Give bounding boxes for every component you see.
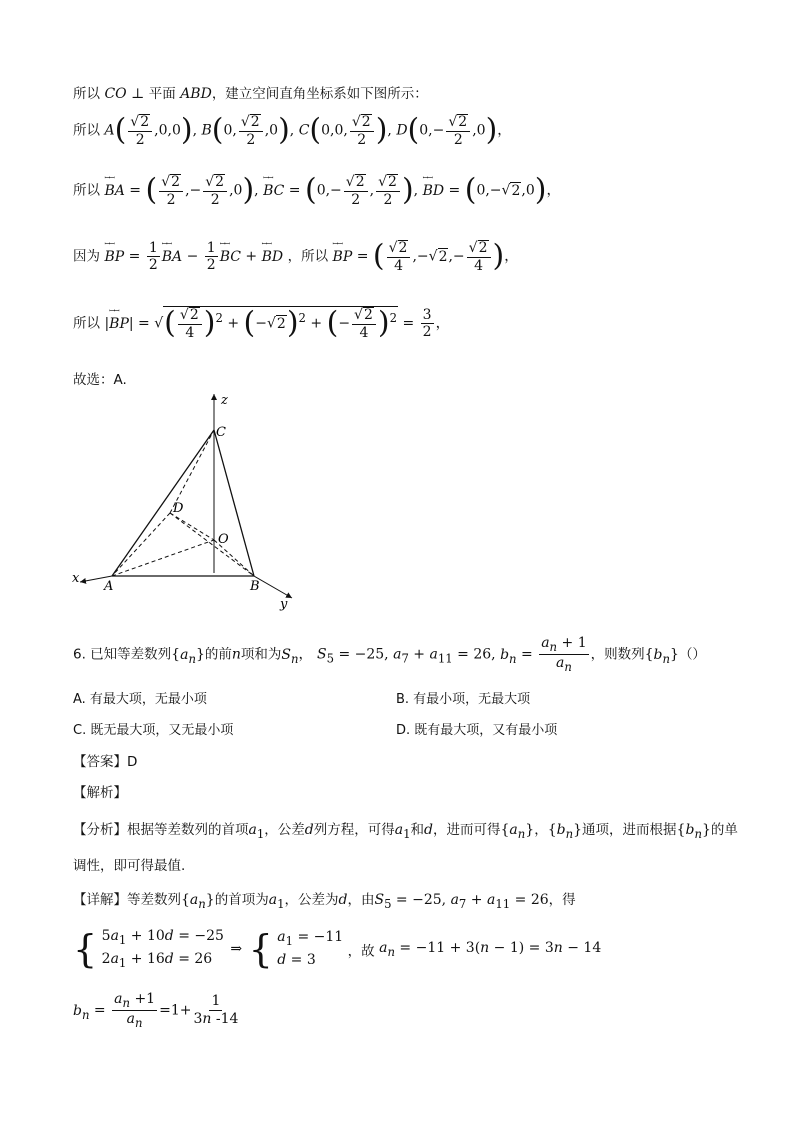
line-co-perp-abd: 所以 CO ⊥ 平面 ABD，建立空间直角坐标系如下图所示：	[73, 86, 428, 102]
label-O: O	[218, 532, 229, 547]
label-x: x	[72, 571, 80, 586]
label-y: y	[280, 597, 288, 612]
label-C: C	[216, 425, 226, 440]
bn-formula: $b_n$ = $\frac{a_n +1}{a_n}$ =1+ $\frac{1}{3n -14}$	[73, 991, 239, 1030]
label-D: D	[173, 501, 184, 516]
text-suoyi: 所以	[73, 86, 100, 102]
line-answer-choice: 故选：A.	[73, 372, 127, 388]
question-6-stem: 6. 已知等差数列$\{a_n\}$的前n项和为$S_n$， $S_5 = -25$, $a_7 + a_{11} = 26$, $b_n$ = $\frac{a_n + 1}{a_n}$ ，则数列$\{b_n\}()$	[73, 635, 706, 674]
label-z: z	[221, 393, 228, 408]
tetrahedron-figure	[66, 388, 316, 618]
analysis-line-1: 【分析】根据等差数列的首项$a_1$，公差d列方程，可得$a_1$和d，进而可得$\{a_n\}$，$\{b_n\}$通项，进而根据$\{b_n\}$的单	[73, 822, 738, 841]
y-axis	[254, 576, 292, 598]
option-c[interactable]: C. 既无最大项，又无最小项	[73, 723, 234, 738]
line-vectors: 所以 ꟷꟷ BA = ( $\frac{√2}{2}$ ,− $\frac{√2}{2}$ ,0), ꟷꟷ BC = (0,− $\frac{√2}{2}$ , $\frac{√2}{2}$ ), ꟷꟷ BD = (0,−√2,0)，	[73, 172, 561, 208]
line-bp-magnitude: 所以 | ꟷꟷ BP| = √( $\frac{√2}{4}$ )$^2 + (-√2)^2$ + (− $\frac{√2}{4}$ )$^2$ = $\frac{3}{2}$ ，	[73, 305, 450, 341]
analysis-label: 【解析】	[73, 785, 127, 801]
line-bp-vector: 因为 ꟷꟷ BP = $\frac{1}{2}$ ꟷꟷ BA − $\frac{1}{2}$ ꟷꟷ BC + ꟷꟷ BD ，所以 ꟷꟷ BP = ( $\frac{√2}{4}$ ,−√2,− $\frac{√2}{4}$ )，	[73, 238, 519, 274]
label-B: B	[250, 579, 260, 594]
detail-line-1: 【详解】等差数列$\{a_n\}$的首项为$a_1$，公差为d，由$S_5 = -25$, $a_7 + a_{11} = 26$，得	[73, 892, 576, 911]
line-coordinates: 所以 A( $\frac{√2}{2}$ ,0,0), B(0, $\frac{√2}{2}$ ,0), C(0,0, $\frac{√2}{2}$ ), D(0,− $\frac{√2}{2}$ ,0)，	[73, 112, 512, 148]
option-d[interactable]: D. 既有最大项，又有最小项	[396, 723, 558, 738]
analysis-line-2: 调性，即可得最值.	[73, 858, 186, 874]
label-A: A	[104, 579, 114, 594]
equation-system: { $5a_1 + 10d = -25$ $2a_1 + 16d = 26$ ⇒ { $a_1 = -11$ d = 3 ，故 $a_n = -11 + 3(n - 1) = 3n - 14$	[73, 927, 602, 972]
answer-label: 【答案】D	[73, 754, 138, 770]
option-a[interactable]: A. 有最大项，无最小项	[73, 692, 207, 707]
option-b[interactable]: B. 有最小项，无最大项	[396, 692, 531, 707]
